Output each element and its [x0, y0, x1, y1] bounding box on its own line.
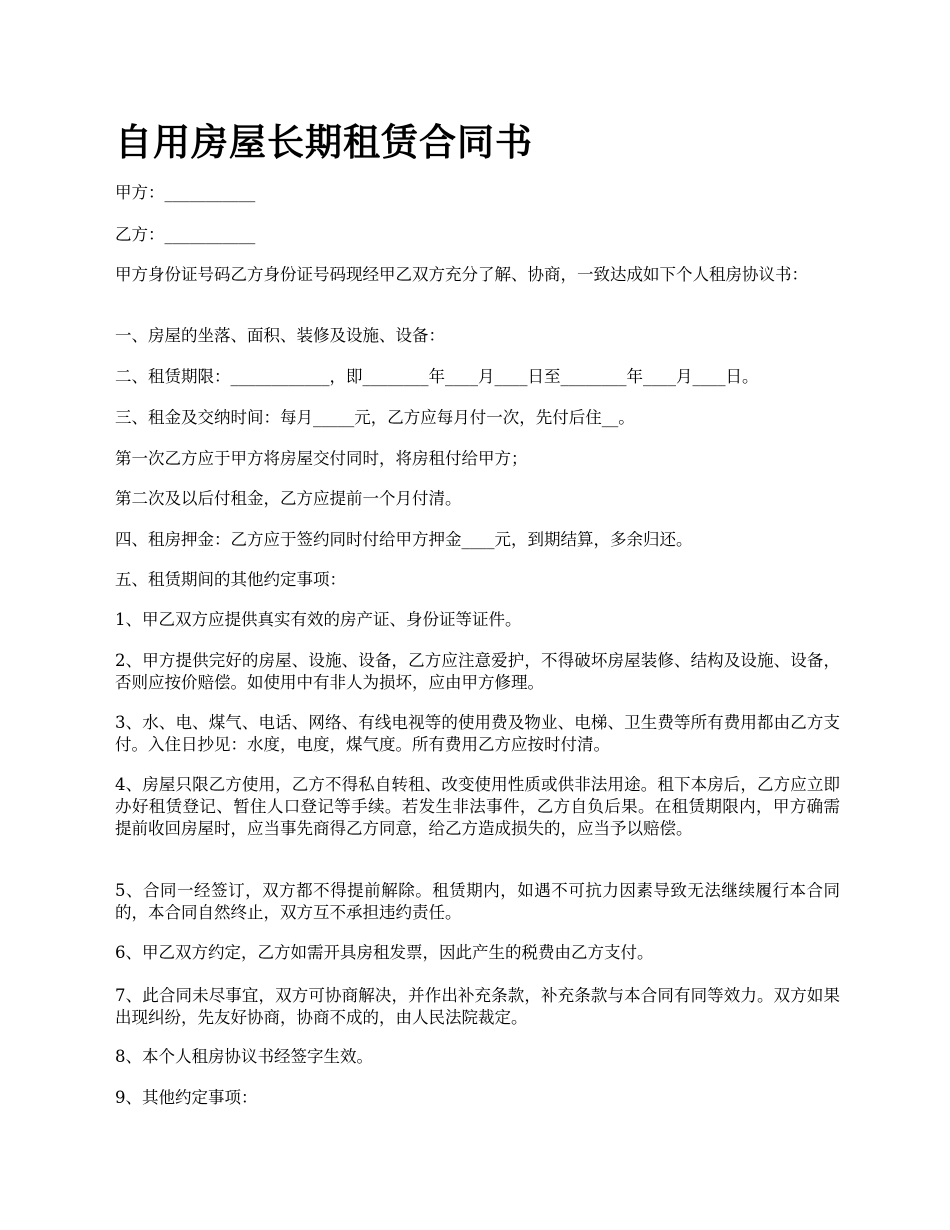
- term-item-5: 5、合同一经签订，双方都不得提前解除。租赁期内，如遇不可抗力因素导致无法继续履行本合同的，本合同自然终止，双方互不承担违约责任。: [115, 881, 840, 922]
- term-item-3: 3、水、电、煤气、电话、网络、有线电视等的使用费及物业、电梯、卫生费等所有费用都由乙方支付。入住日抄见：水度，电度，煤气度。所有费用乙方应按时付清。: [115, 713, 840, 754]
- term-item-9: 9、其他约定事项：: [115, 1088, 258, 1107]
- clause-1-premises: 一、房屋的坐落、面积、装修及设施、设备：: [115, 326, 445, 345]
- term-item-7: 7、此合同未尽事宜，双方可协商解决，并作出补充条款，补充条款与本合同有同等效力。双方如果出现纠纷，先友好协商，协商不成的，由人民法院裁定。: [115, 986, 840, 1027]
- rent-later-payment: 第二次及以后付租金，乙方应提前一个月付清。: [115, 489, 462, 508]
- term-item-6: 6、甲乙双方约定，乙方如需开具房租发票，因此产生的税费由乙方支付。: [115, 943, 654, 962]
- clause-4-deposit: 四、租房押金：乙方应于签约同时付给甲方押金____元，到期结算，多余归还。: [115, 530, 693, 549]
- rent-first-payment: 第一次乙方应于甲方将房屋交付同时，将房租付给甲方；: [115, 449, 528, 468]
- term-item-1: 1、甲乙双方应提供真实有效的房产证、身份证等证件。: [115, 610, 522, 629]
- clause-5-other-terms: 五、租赁期间的其他约定事项：: [115, 570, 346, 589]
- term-item-2: 2、甲方提供完好的房屋、设施、设备，乙方应注意爱护，不得破坏房屋装修、结构及设施、设备，否则应按价赔偿。如使用中有非人为损坏，应由甲方修理。: [115, 651, 840, 692]
- party-a-line: 甲方：___________: [115, 183, 256, 202]
- clause-3-rent: 三、租金及交纳时间：每月_____元，乙方应每月付一次，先付后住__。: [115, 408, 635, 427]
- clause-2-term: 二、租赁期限：____________，即________年____月____日至________年____月____日。: [115, 367, 759, 386]
- party-b-line: 乙方：___________: [115, 225, 256, 244]
- term-item-8: 8、本个人租房协议书经签字生效。: [115, 1047, 373, 1066]
- term-item-4: 4、房屋只限乙方使用，乙方不得私自转租、改变使用性质或供非法用途。租下本房后，乙方应立即办好租赁登记、暂住人口登记等手续。若发生非法事件，乙方自负后果。在租赁期限内，甲方确需提前收回房屋时，应当事先商得乙方同意，给乙方造成损失的，应当予以赔偿。: [115, 775, 840, 838]
- document-title: 自用房屋长期租赁合同书: [115, 120, 533, 164]
- preamble-paragraph: 甲方身份证号码乙方身份证号码现经甲乙双方充分了解、协商，一致达成如下个人租房协议书：: [115, 265, 808, 284]
